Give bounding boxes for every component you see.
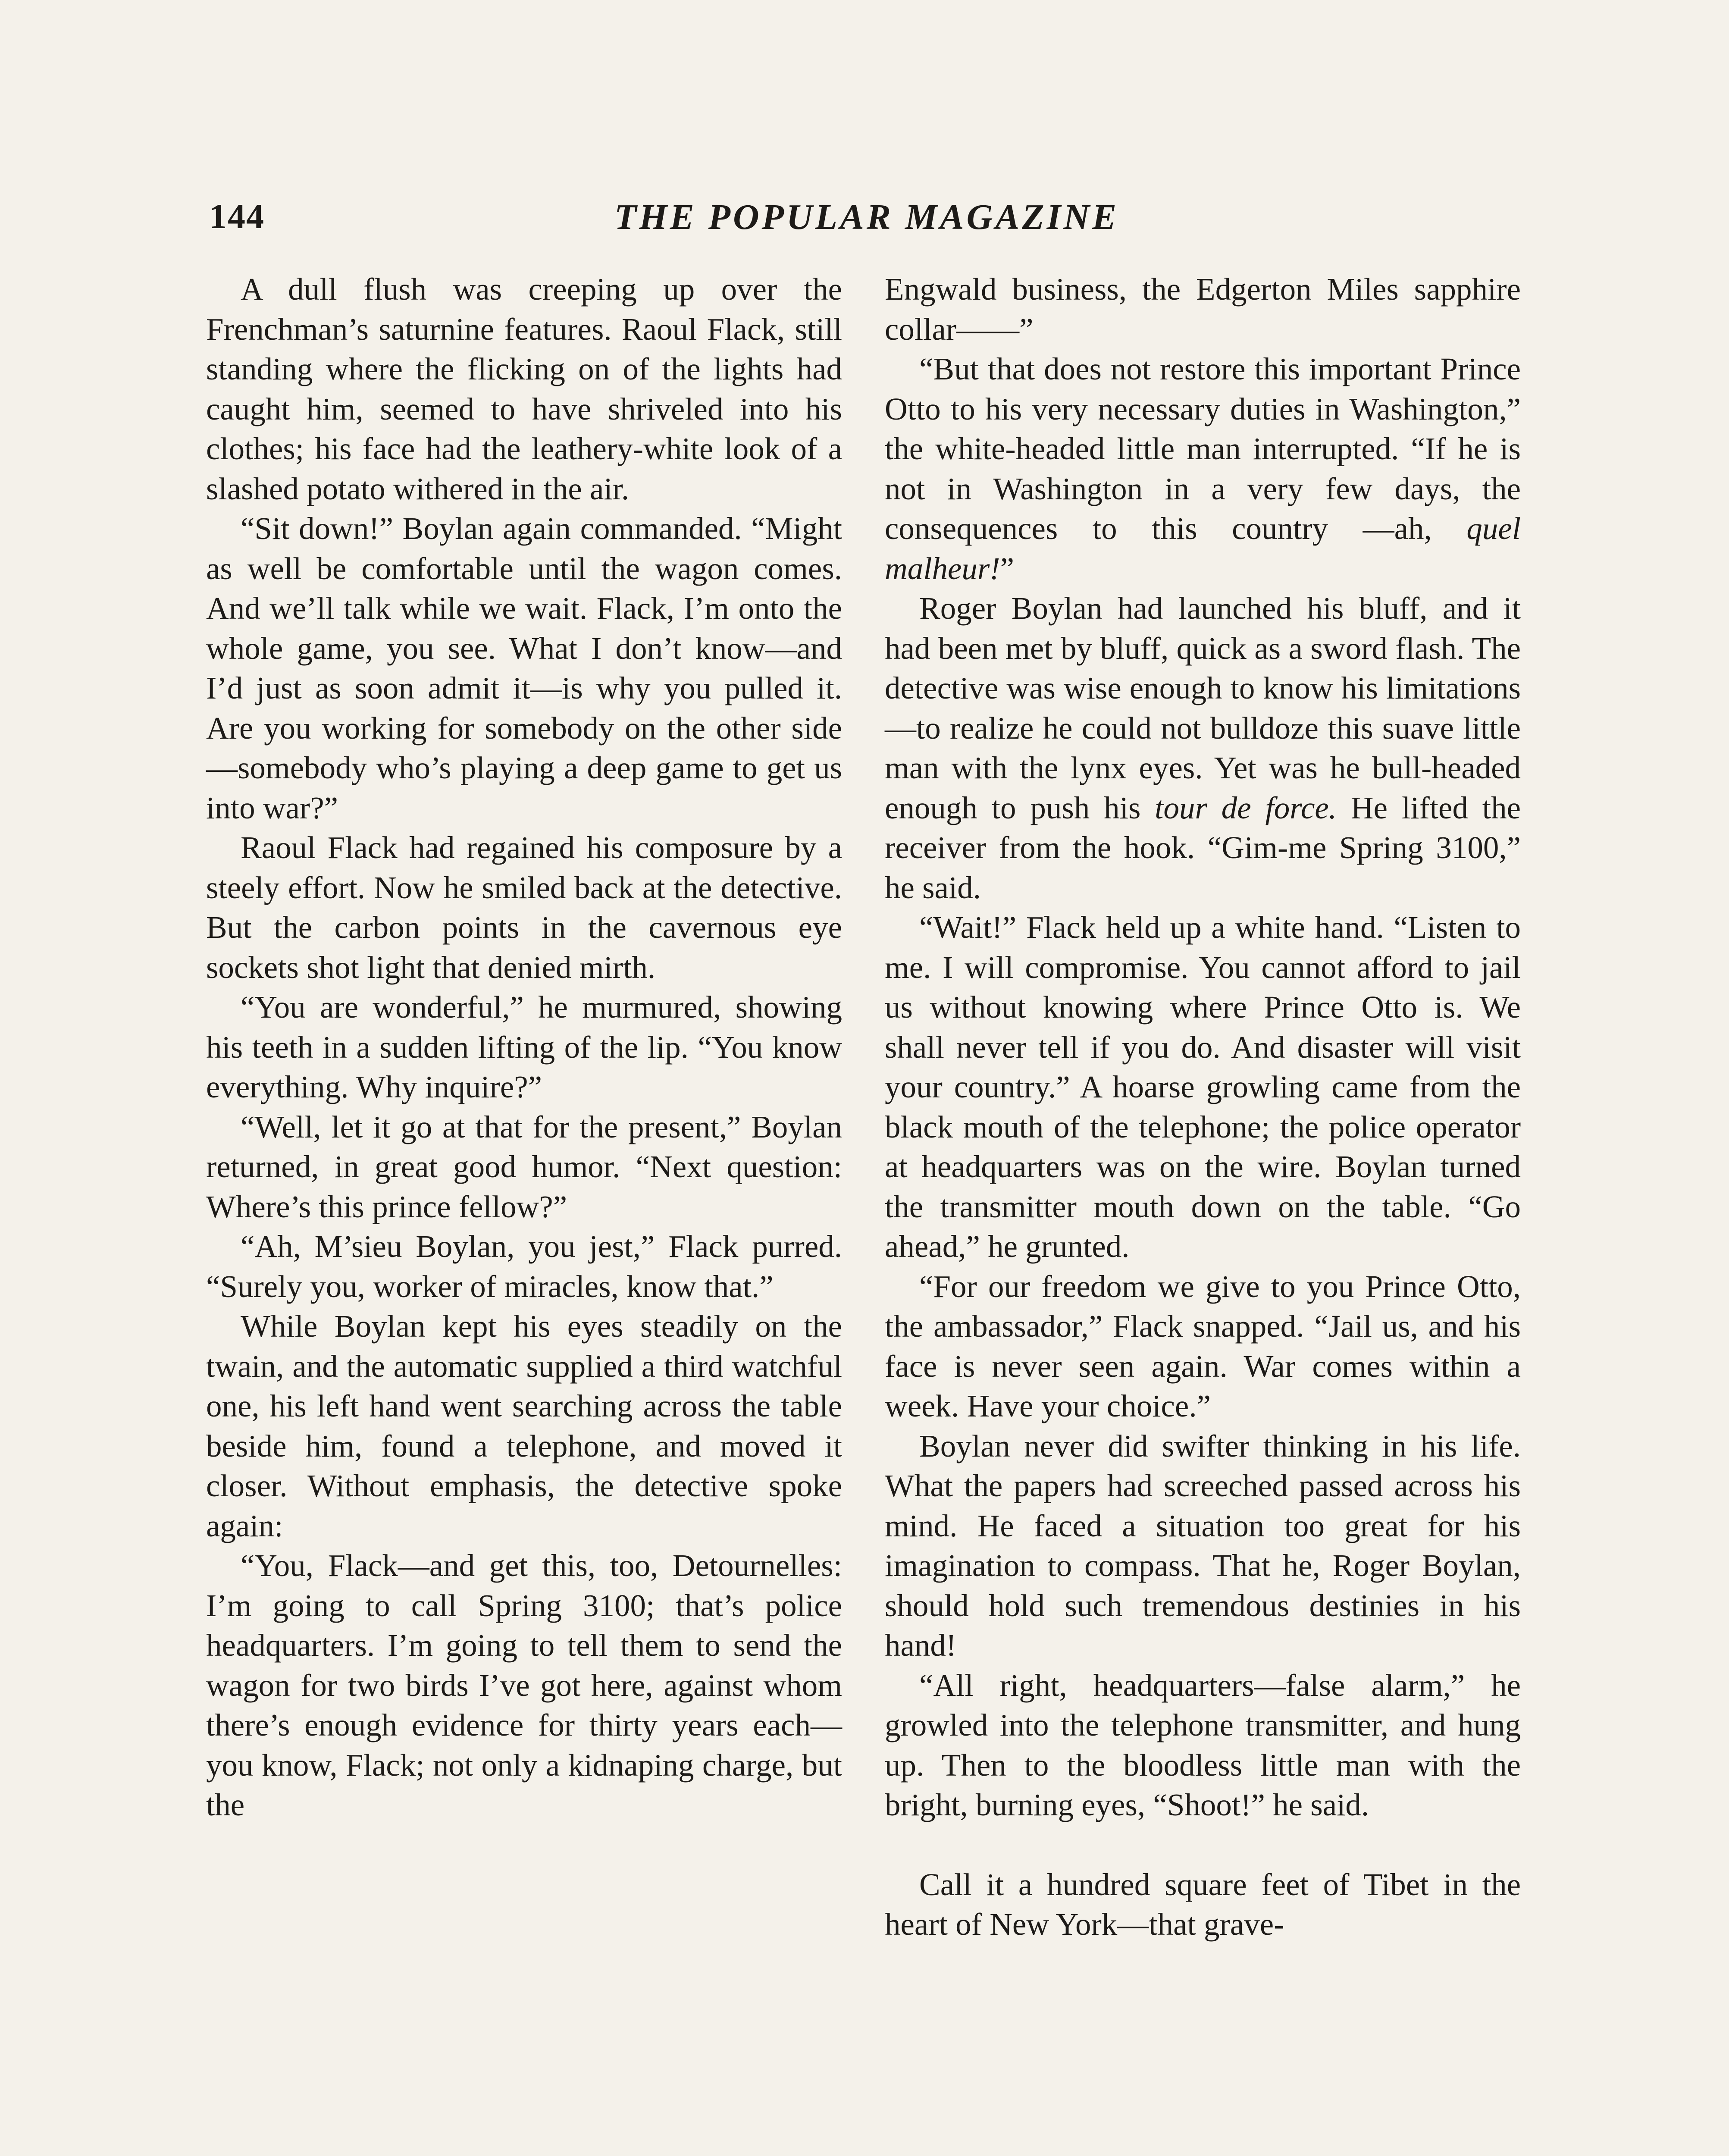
paragraph: “You, Flack—and get this, too, Detournelles: I’m going to call Spring 3100; that’s police headquarters. I’m going to tell them to send the wagon for two birds I’ve got here, against whom there’s enough evidence for thirty years each—you know, Flack; not only a kidnaping charge, but the [206, 1548, 842, 1822]
paragraph: “Sit down!” Boylan again commanded. “Might as well be comfortable until the wagon comes. And we’ll talk while we wait. Flack, I’m onto the whole game, you see. What I don’t know—and I’d just as soon admit it—is why you pulled it. Are you working for somebody on the other side—somebody who’s playing a deep game to get us into war?” [206, 511, 842, 825]
paragraph: While Boylan kept his eyes steadily on the twain, and the automatic supplied a third watchful one, his left hand went searching across the table beside him, found a telephone, and moved it closer. Without emphasis, the detective spoke again: [206, 1309, 842, 1543]
paragraph: Raoul Flack had regained his composure by a steely effort. Now he smiled back at the detective. But the carbon points in the cavernous eye sockets shot light that denied mirth. [206, 830, 842, 985]
page-header [209, 196, 1524, 248]
italic-phrase: quel malheur! [885, 511, 1521, 586]
text-run: He lifted the receiver from the hook. “Gim-me Spring 3100,” he said. [885, 790, 1521, 905]
magazine-title: THE POPULAR MAGAZINE [614, 197, 1119, 237]
paragraph [885, 349, 1521, 589]
paragraph [885, 589, 1521, 908]
page-number: 144 [209, 197, 265, 236]
paragraph: “Wait!” Flack held up a white hand. “Listen to me. I will compromise. You cannot afford to jail us without knowing where Prince Otto is. We shall never tell if you do. And disaster will visit your country.” A hoarse growling came from the black mouth of the telephone; the police operator at headquarters was on the wire. Boylan turned the transmitter mouth down on the table. “Go ahead,” he grunted. [885, 910, 1521, 1264]
paragraph: “For our freedom we give to you Prince Otto, the ambassador,” Flack snapped. “Jail us, and his face is never seen again. War comes within a week. Have your choice.” [885, 1269, 1521, 1423]
text-run: ” [1000, 551, 1015, 586]
section-start-paragraph: Call it a hundred square feet of Tibet in the heart of New York—that grave- [885, 1867, 1521, 1942]
paragraph: Boylan never did swifter thinking in his life. What the papers had screeched passed across his mind. He faced a situation too great for his imagination to compass. That he, Roger Boylan, should hold such tremendous destinies in his hand! [885, 1428, 1521, 1663]
continued-paragraph: Engwald business, the Edgerton Miles sapphire collar——” [885, 272, 1521, 347]
paragraph: “You are wonderful,” he murmured, showing his teeth in a sudden lifting of the lip. “You know everything. Why inquire?” [206, 990, 842, 1104]
italic-phrase: tour de force. [1155, 790, 1337, 825]
left-column [206, 270, 842, 1825]
right-column [885, 270, 1521, 1945]
text-run: Roger Boylan had launched his bluff, and it had been met by bluff, quick as a sword flash. The detective was wise enough to know his limitations—to realize he could not bulldoze this suave little man with the lynx eyes. Yet was he bull-headed enough to push his [885, 591, 1521, 825]
paragraph: “All right, headquarters—false alarm,” he growled into the telephone transmitter, and hung up. Then to the bloodless little man with the bright, burning eyes, “Shoot!” he said. [885, 1667, 1521, 1822]
paragraph: “Well, let it go at that for the present,” Boylan returned, in great good humor. “Next question: Where’s this prince fellow?” [206, 1109, 842, 1224]
text-run: “But that does not restore this important Prince Otto to his very necessary duties in Washington,” the white-headed little man interrupted. “If he is not in Washington in a very few days, the consequences to this country —ah, [885, 351, 1521, 546]
paragraph: A dull flush was creeping up over the Frenchman’s saturnine features. Raoul Flack, still standing where the flicking on of the lights had caught him, seemed to have shriveled into his clothes; his face had the leathery-white look of a slashed potato withered in the air. [206, 272, 842, 506]
paragraph: “Ah, M’sieu Boylan, you jest,” Flack purred. “Surely you, worker of miracles, know that.” [206, 1229, 842, 1304]
